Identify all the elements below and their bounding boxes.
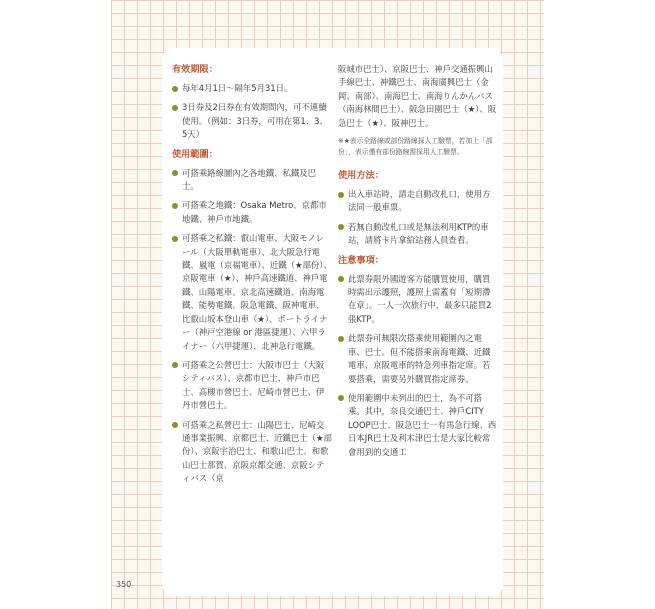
usage-heading: 使用方法： xyxy=(338,170,384,182)
right-column xyxy=(338,63,498,465)
scope-item: 可搭乘之公營巴士：大阪市巴士（大阪シティバス）、京都市巴士、神戶市巴士、高槻市營巴士、尼崎市營巴士、伊丹市營巴士。 xyxy=(172,359,332,413)
scope-item: 可搭乘之私鐵：叡山電車、大阪モノレール（大阪單軌電車）、北大阪急行電鐵、嵐電（京福電車）、近鐵（★部份）、京阪電車（★）、神戶高速鐵道、神戶電鐵、山陽電車、京北高速鐵道、南海電鐵、能勢電鐵、阪急電鐵、阪神電車、比叡山坂本登山車（★）、ポートライナー（神戸空港線 or 港區捷運）、六甲ライナー（六甲捷運）、北神急行電鐵。 xyxy=(172,232,332,353)
footnote: ※★表示全路線或部份路線採人工驗票，若加上「部份」，表示僅有部份路線需採用人工驗票。 xyxy=(338,137,493,156)
page-number: 350 xyxy=(116,580,132,589)
caution-heading: 注意事項： xyxy=(338,254,384,266)
validity-item: 每年4月1日～隔年5月31日。 xyxy=(172,82,332,95)
scope-item: 可搭乘路線圖內之各地鐵、私鐵及巴士。 xyxy=(172,167,332,194)
caution-item: 使用範圍中未列出的巴士，為不可搭乘。其中，奈良交通巴士、神戶CITY LOOP巴士、阪急巴士一有馬急行線、西日本JR巴士及利木津巴士是大家比較常會用到的交通工 xyxy=(338,392,498,459)
usage-item: 出入車站時，請走自動改札口，使用方法同一般車票。 xyxy=(338,188,498,215)
left-column xyxy=(172,63,332,492)
scope-item: 可搭乘之地鐵：Osaka Metro、京都市地鐵、神戶市地鐵。 xyxy=(172,199,332,226)
scope-item: 可搭乘之私營巴士：山陽巴士、尼崎交通事業振興、京都巴士、近鐵巴士（★部份）、京阪宇治巴士、和歌山巴士、和歌山巴士那賀、京阪京都交通、京阪シティバス（京 xyxy=(172,419,332,486)
caution-item: 此票券可無限次搭乘使用範圍內之電車、巴士。但不能搭乘南海電鐵、近鐵電車、京阪電車的特急列車指定席。若要搭乘，需要另外購買指定席券。 xyxy=(338,332,498,386)
validity-item: 3日券及2日券在有效期間內，可不連續使用。（例如：3日券，可用在第1、3、5天） xyxy=(172,101,332,141)
validity-heading: 有效期限： xyxy=(172,64,218,75)
scope-heading: 使用範圍： xyxy=(172,148,218,160)
caution-item: 此票券限外國遊客方能購買使用，購買時需出示護照，護照上需蓋有「短期滯在章」。一人一次旅行中，最多只能買2張KTP。 xyxy=(338,273,498,327)
usage-item: 若無自動改札口或是無法利用KTP的車站，請將卡片拿給站務人員查看。 xyxy=(338,221,498,248)
scope-continuation: 阪城市巴士）、京阪巴士、神戶交通振興山手線巴士、神鐵巴士、南海廣興巴士（金岡、南部）、南海巴士、南海りんかんバス（南海林間巴士）、阪急田園巴士（★）、阪急巴士（★）、阪神巴士。 xyxy=(338,64,497,128)
